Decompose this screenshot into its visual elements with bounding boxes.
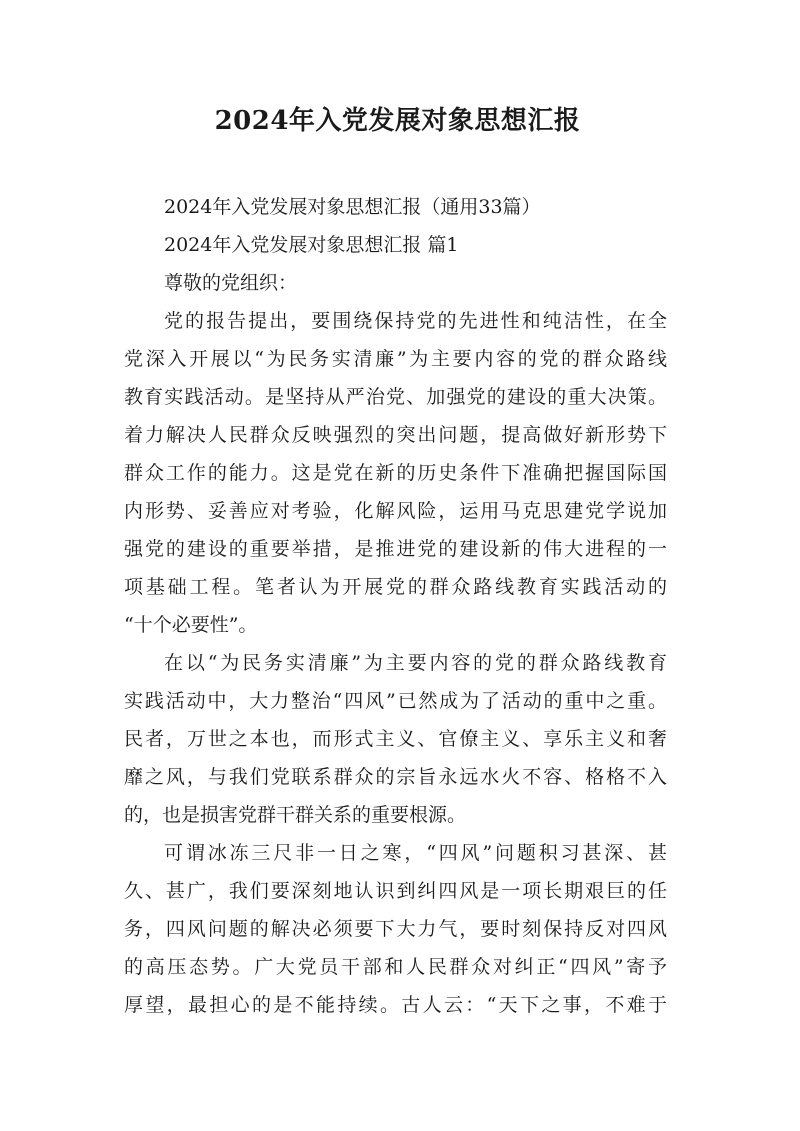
text-line: 的，也是损害党群干群关系的重要根源。 [124,804,467,826]
document-body [124,188,667,1024]
section-heading: 2024年入党发展对象思想汇报 篇1 [164,234,459,256]
text-line: 群众工作的能力。这是党在新的历史条件下准确把握国际国 [124,462,667,484]
text-line: 久、甚广，我们要深刻地认识到纠四风是一项长期艰巨的任 [124,880,667,902]
text-line: 靡之风，与我们党联系群众的宗旨永远水火不容、格格不入 [124,766,667,788]
text-line: 教育实践活动。是坚持从严治党、加强党的建设的重大决策。 [124,386,667,408]
text-line: 党深入开展以“为民务实清廉”为主要内容的党的群众路线 [124,348,667,370]
paragraph [124,834,667,1024]
text-line: 务，四风问题的解决必须要下大力气，要时刻保持反对四风 [124,918,667,940]
text-line: 内形势、妥善应对考验，化解风险，运用马克思建党学说加 [124,500,667,522]
text-line: 党的报告提出，要围绕保持党的先进性和纯洁性，在全 [164,310,667,332]
text-line: 实践活动中，大力整治“四风”已然成为了活动的重中之重。 [124,690,667,712]
text-line: 民者，万世之本也，而形式主义、官僚主义、享乐主义和奢 [124,728,667,750]
text-line: 强党的建设的重要举措，是推进党的建设新的伟大进程的一 [124,538,667,560]
text-line: 着力解决人民群众反映强烈的突出问题，提高做好新形势下 [124,424,667,446]
document-title: 2024年入党发展对象思想汇报 [214,106,581,136]
text-line: 的高压态势。广大党员干部和人民群众对纠正“四风”寄予 [124,956,667,978]
text-line: 可谓冰冻三尺非一日之寒，“四风”问题积习甚深、甚 [164,842,667,864]
paragraph [124,302,667,644]
text-line: “十个必要性”。 [124,614,258,636]
text-line: 厚望，最担心的是不能持续。古人云：“天下之事，不难于 [124,994,667,1016]
text-line: 在以“为民务实清廉”为主要内容的党的群众路线教育 [164,652,667,674]
salutation: 尊敬的党组织： [164,272,298,294]
text-line: 项基础工程。笔者认为开展党的群众路线教育实践活动的 [124,576,667,598]
subtitle-line: 2024年入党发展对象思想汇报（通用33篇） [164,196,541,218]
paragraph [124,644,667,834]
